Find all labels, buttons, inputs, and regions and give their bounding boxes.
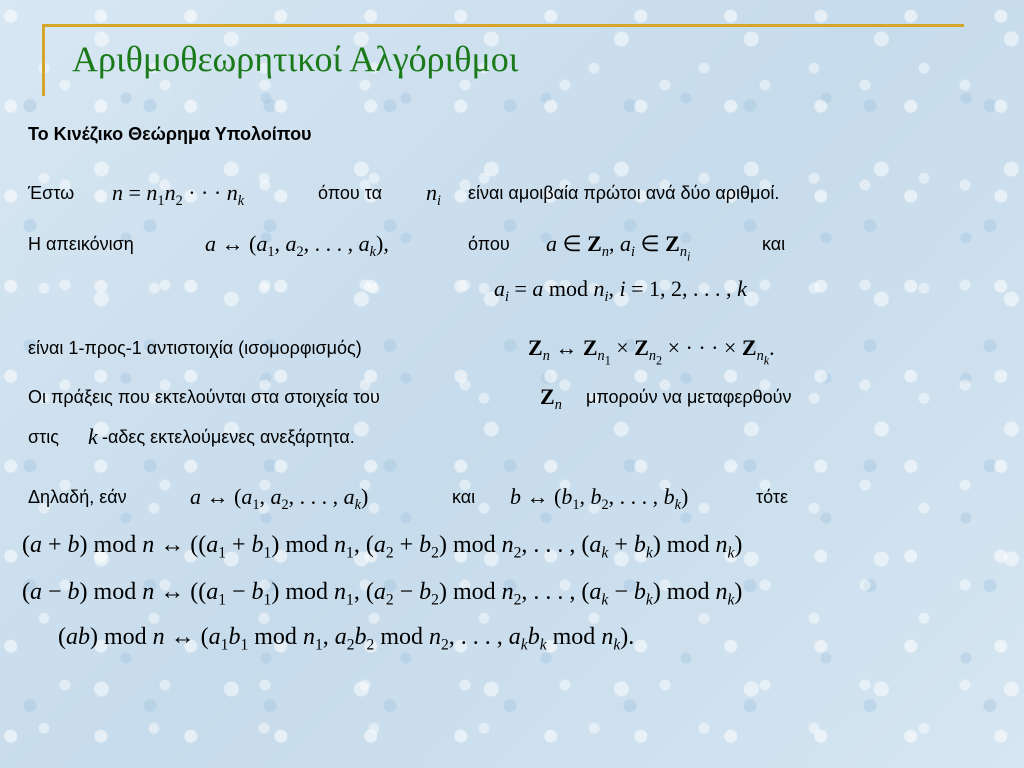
formula-membership: a ∈ $Z_n$, $a_i$ ∈ $Z_{n_i}$	[546, 231, 691, 264]
title-frame-top	[42, 24, 964, 27]
slide-subtitle: Το Κινέζικο Θεώρημα Υπολοίπου	[28, 124, 312, 144]
equation-multiplication: (ab) mod n ↔ ($a_1b_1$ mod $n_1$, $a_2b_2$ mod $n_2$, . . . , $a_kb_k$ mod $n_k$).	[58, 624, 635, 654]
text-tote: τότε	[756, 487, 789, 507]
text-stis: στις	[28, 427, 59, 447]
text-praxeis: Οι πράξεις που εκτελούνται στα στοιχεία του	[28, 387, 380, 407]
text-ades: -αδες εκτελούμενες ανεξάρτητα.	[102, 427, 355, 447]
formula-a-map: a ↔ ($a_1$, $a_2$, . . . , $a_k$)	[190, 484, 369, 513]
text-opou: όπου	[468, 234, 510, 254]
formula-ni: $n_i$	[426, 180, 441, 209]
text-estw: Έστω	[28, 183, 75, 203]
text-isomorfismos: είναι 1-προς-1 αντιστοιχία (ισομορφισμός)	[28, 338, 362, 358]
text-einai-amoivaia: είναι αμοιβαία πρώτοι ανά δύο αριθμοί.	[468, 183, 780, 203]
slide-title: Αριθμοθεωρητικοί Αλγόριθμοι	[72, 39, 519, 79]
equation-subtraction: (a − b) mod n ↔ ($(a_1 - b_1)$ mod $n_1$, $(a_2 - b_2)$ mod $n_2$, . . . , $(a_k - b_k)$ mod $n_k$)	[22, 579, 743, 609]
equation-addition: (a + b) mod n ↔ ($(a_1 + b_1)$ mod $n_1$, $(a_2 + b_2)$ mod $n_2$, . . . , $(a_k + b_k)$ mod $n_k$)	[22, 532, 743, 562]
title-frame-left	[42, 24, 45, 96]
formula-isomorphism: $Z_n$ ↔ $Z_{n_1} \times Z_{n_2}$ × · · · × $Z_{n_k}$.	[528, 335, 775, 368]
text-opou-ta: όπου τα	[318, 183, 383, 203]
text-kai-2: και	[452, 487, 476, 507]
text-kai-1: και	[762, 234, 786, 254]
formula-mapping: a ↔ ($a_1$, $a_2$, . . . , $a_k$),	[205, 231, 389, 260]
formula-b-map: b ↔ ($b_1$, $b_2$, . . . , $b_k$)	[510, 484, 689, 513]
formula-n-product: $n = n_1n_2$ · · · $n_k$	[112, 180, 245, 209]
formula-ai-mod: $a_i = a$ mod $n_i$, i = 1, 2, . . . , k	[494, 276, 747, 305]
text-mporoun: μπορούν να μεταφερθούν	[586, 387, 792, 407]
formula-zn: $Z_n$	[540, 384, 562, 413]
text-diladi: Δηλαδή, εάν	[28, 487, 127, 507]
formula-k: k	[88, 424, 98, 449]
text-apeikonisi: Η απεικόνιση	[28, 234, 134, 254]
